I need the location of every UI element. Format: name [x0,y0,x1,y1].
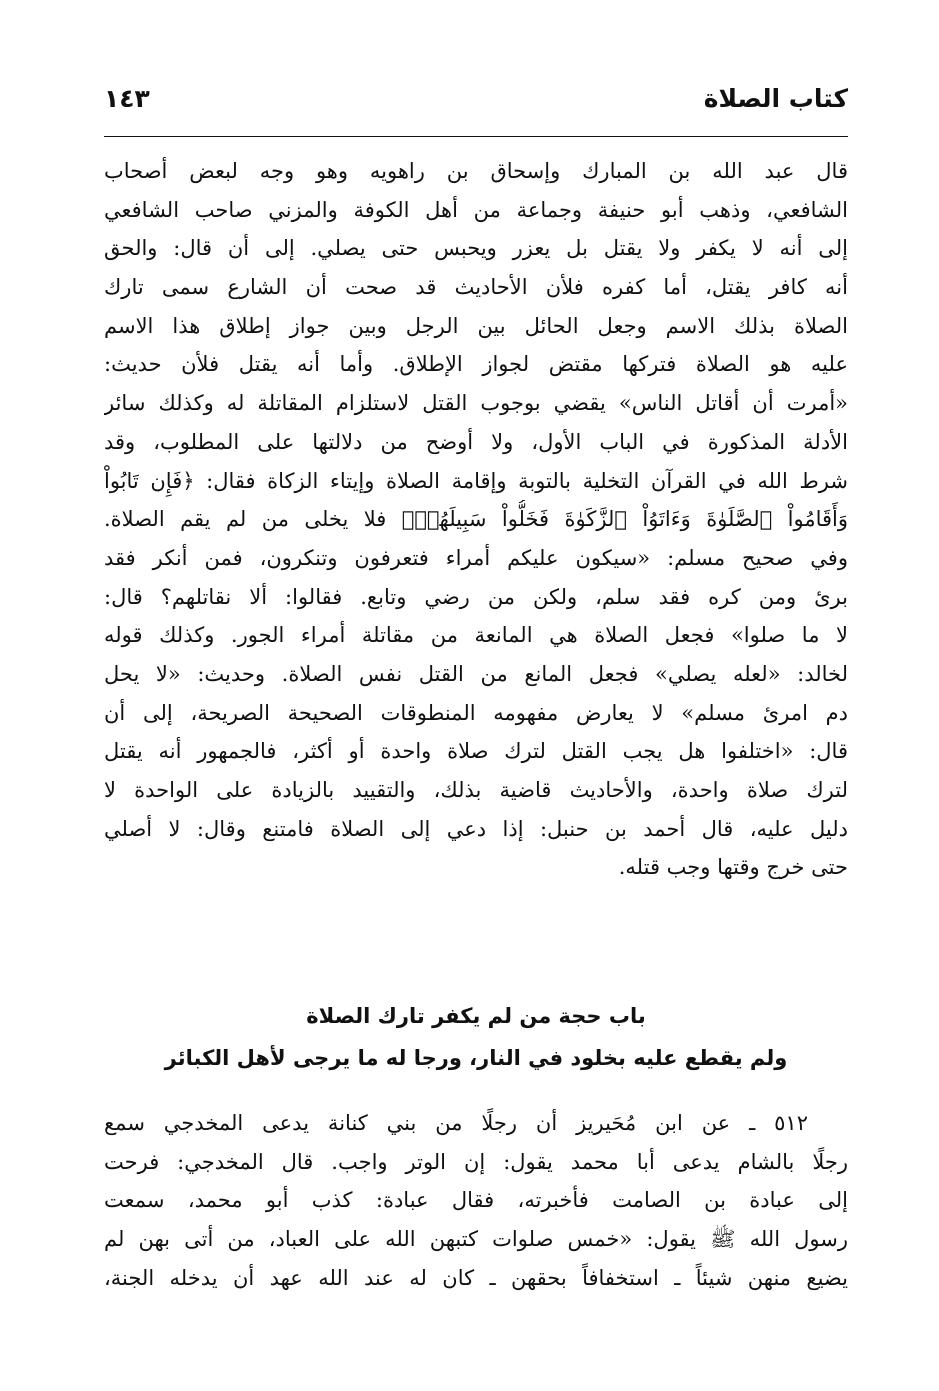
quran-verse-line: وَأَقَامُواْ ٱلصَّلَوٰةَ وَءَاتَوُاْ ٱلزَّكَوٰةَ فَخَلُّواْ سَبِيلَهُمۡ﴾ فلا يخلى من لم يقم الصلاة. [104,507,848,532]
text-line: شرط الله في القرآن التخلية بالتوبة وإقامة الصلاة وإيتاء الزكاة فقال: ﴿فَإِن تَابُواْ [104,468,848,493]
text-line: دليل عليه، قال أحمد بن حنبل: إذا دعي إلى الصلاة فامتنع وقال: لا أصلي [104,816,848,841]
header-divider [104,136,848,137]
hadith-line: رجلًا بالشام يدعى أبا محمد يقول: إن الوتر واجب. قال المخدجي: فرحت [104,1149,848,1174]
hadith-line: يضيع منهن شيئاً ـ استخفافاً بحقهن ـ كان له عند الله عهد أن يدخله الجنة، [104,1265,848,1290]
text-line: لخالد: «لعله يصلي» فجعل المانع من القتل نفس الصلاة. وحديث: «لا يحل [104,661,848,686]
text-line: برئ ومن كره فقد سلم، ولكن من رضي وتابع. فقالوا: ألا نقاتلهم؟ قال: [104,584,848,609]
text-line: الصلاة بذلك الاسم وجعل الحائل بين الرجل وبين جواز إطلاق هذا الاسم [104,313,848,338]
commentary-text [104,152,848,887]
text-line: «أمرت أن أقاتل الناس» يقضي بوجوب القتل لاستلزام المقاتلة له وكذلك سائر [104,391,848,416]
hadith-line: إلى عبادة بن الصامت فأخبرته، فقال عبادة: كذب أبو محمد، سمعت [104,1188,848,1213]
text-line: عليه هو الصلاة فتركها مقتض لجواز الإطلاق. وأما أنه يقتل فلأن حديث: [104,352,848,377]
text-line: قال: «اختلفوا هل يجب القتل لترك صلاة واحدة أو أكثر، فالجمهور أنه يقتل [104,739,848,764]
section-heading [104,995,848,1079]
section-title-line-2: ولم يقطع عليه بخلود في النار، ورجا له ما يرجى لأهل الكبائر [164,1046,788,1070]
text-line: الشافعي، وذهب أبو حنيفة وجماعة من أهل الكوفة والمزني صاحب الشافعي [104,197,848,222]
text-line: حتى خرج وقتها وجب قتله. [618,855,848,880]
text-line: لترك صلاة واحدة، والأحاديث قاضية بذلك، والتقييد بالزيادة على الواحدة لا [104,778,848,802]
running-title: كتاب الصلاة [703,84,848,113]
page-header [104,84,848,124]
hadith-512 [104,1104,848,1297]
text-line: الأدلة المذكورة في الباب الأول، ولا أوضح من دلالتها على المطلوب، وقد [104,429,848,454]
text-line: إلى أنه لا يكفر ولا يقتل بل يعزر ويحبس حتى يصلي. إلى أن قال: والحق [104,236,848,261]
text-line: وفي صحيح مسلم: «سيكون عليكم أمراء فتعرفون وتنكرون، فمن أنكر فقد [104,545,848,570]
text-line: قال عبد الله بن المبارك وإسحاق بن راهويه وهو وجه لبعض أصحاب [104,159,848,183]
page-number: ١٤٣ [104,84,150,113]
text-line: لا ما صلوا» فجعل الصلاة هي المانعة من مقاتلة أمراء الجور. وكذلك قوله [104,623,848,648]
hadith-line: ٥١٢ ـ عن ابن مُحَيريز أن رجلًا من بني كنانة يدعى المخدجي سمع [104,1111,808,1135]
hadith-line: رسول الله ﷺ يقول: «خمس صلوات كتبهن الله على العباد، من أتى بهن لم [104,1227,848,1252]
text-line: أنه كافر يقتل، أما كفره فلأن الأحاديث قد صحت أن الشارع سمى تارك [104,275,848,300]
text-line: دم امرئ مسلم» لا يعارض مفهومه المنطوقات الصحيحة الصريحة، إلى أن [104,700,848,725]
section-title-line-1: باب حجة من لم يكفر تارك الصلاة [306,1004,646,1028]
